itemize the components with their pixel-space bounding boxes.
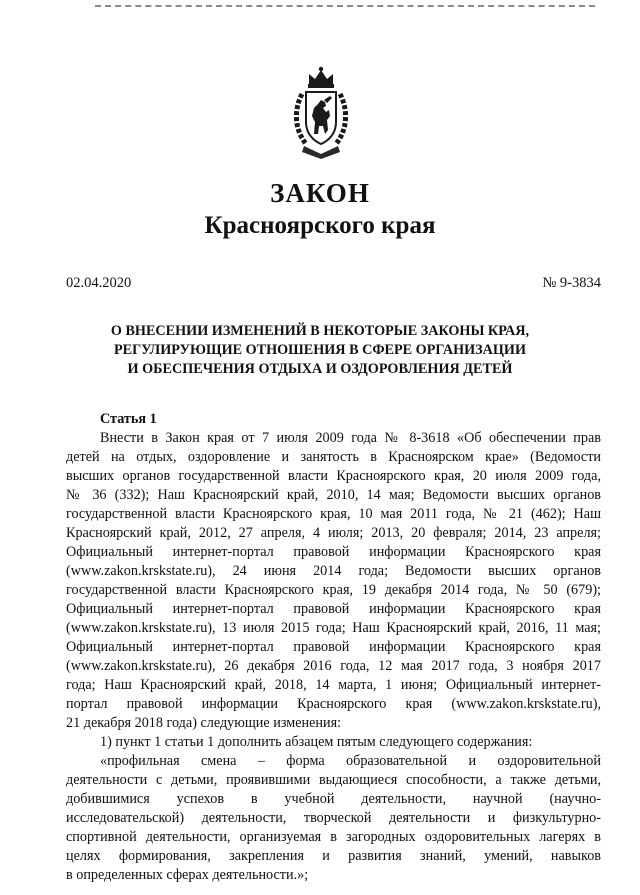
body-line: № 36 (332); Наш Красноярский край, 2010, 14 мая; Ведомости высших органов (66, 487, 601, 503)
body-line: (www.zakon.krskstate.ru), 26 декабря 2016 года, 12 мая 2017 года, 3 ноября 2017 (66, 658, 601, 674)
body-line: исследовательской) деятельности, творческой деятельности и физкультурно- (66, 810, 601, 826)
krasnoyarsk-coat-of-arms-icon (288, 64, 354, 160)
document-title: ЗАКОН (270, 178, 370, 208)
body-line: (www.zakon.krskstate.ru), 13 июля 2015 года; Наш Красноярский край, 2016, 11 мая; (66, 620, 601, 636)
body-line: (www.zakon.krskstate.ru), 24 июня 2014 года; Ведомости высших органов (66, 563, 601, 579)
law-heading-line: О ВНЕСЕНИИ ИЗМЕНЕНИЙ В НЕКОТОРЫЕ ЗАКОНЫ КРАЯ, (110, 323, 530, 339)
body-line: целях формирования, закрепления и развития знаний, умений, навыков (66, 848, 601, 864)
body-line: государственной власти Красноярского края, 10 мая 2011 года, № 21 (462); Наш (66, 506, 601, 522)
body-line: деятельности с детьми, проявившими выдающиеся способности, а также детьми, (66, 772, 601, 788)
document-date: 02.04.2020 (66, 275, 132, 291)
body-line: Официальный интернет-портал правовой информации Красноярского края (66, 544, 601, 560)
body-line: Официальный интернет-портал правовой информации Красноярского края (66, 601, 601, 617)
body-line: «профильная смена – форма образовательной и оздоровительной (100, 753, 601, 769)
body-line: в определенных сферах деятельности.»; (66, 867, 309, 883)
body-line: спортивной деятельности, организуемая в загородных оздоровительных лагерях в (66, 829, 601, 845)
document-body (66, 410, 601, 885)
body-line: детей на отдых, оздоровление и занятость в Красноярском крае» (Ведомости (66, 449, 601, 465)
body-line: 1) пункт 1 статьи 1 дополнить абзацем пятым следующего содержания: (100, 734, 533, 750)
law-heading-line: И ОБЕСПЕЧЕНИЯ ОТДЫХА И ОЗДОРОВЛЕНИЯ ДЕТЕЙ (127, 361, 513, 377)
body-line: 21 декабря 2018 года) следующие изменения: (66, 715, 342, 731)
body-line: государственной власти Красноярского края, 19 декабря 2014 года, № 50 (679); (66, 582, 601, 598)
document-number: № 9-3834 (542, 275, 601, 291)
body-line: портал правовой информации Красноярского края (www.zakon.krskstate.ru), (66, 696, 601, 712)
scan-edge-line (95, 5, 595, 7)
body-line: Внести в Закон края от 7 июля 2009 года № 8-3618 «Об обеспечении прав (100, 430, 601, 446)
law-heading (60, 322, 580, 379)
document-subtitle: Красноярского края (204, 212, 436, 239)
body-line: года; Наш Красноярский край, 2018, 14 марта, 1 июня; Официальный интернет- (66, 677, 601, 693)
body-line: добившимися успехов в учебной деятельности, научной (научно- (66, 791, 601, 807)
body-line: высших органов государственной власти Красноярского края, 20 июля 2009 года, (66, 468, 601, 484)
law-heading-line: РЕГУЛИРУЮЩИЕ ОТНОШЕНИЯ В СФЕРЕ ОРГАНИЗАЦИИ (113, 342, 527, 358)
body-line: Красноярский край, 2012, 27 апреля, 4 июля; 2013, 20 февраля; 2014, 23 апреля; (66, 525, 601, 541)
article-title: Статья 1 (100, 411, 157, 427)
body-line: Официальный интернет-портал правовой информации Красноярского края (66, 639, 601, 655)
